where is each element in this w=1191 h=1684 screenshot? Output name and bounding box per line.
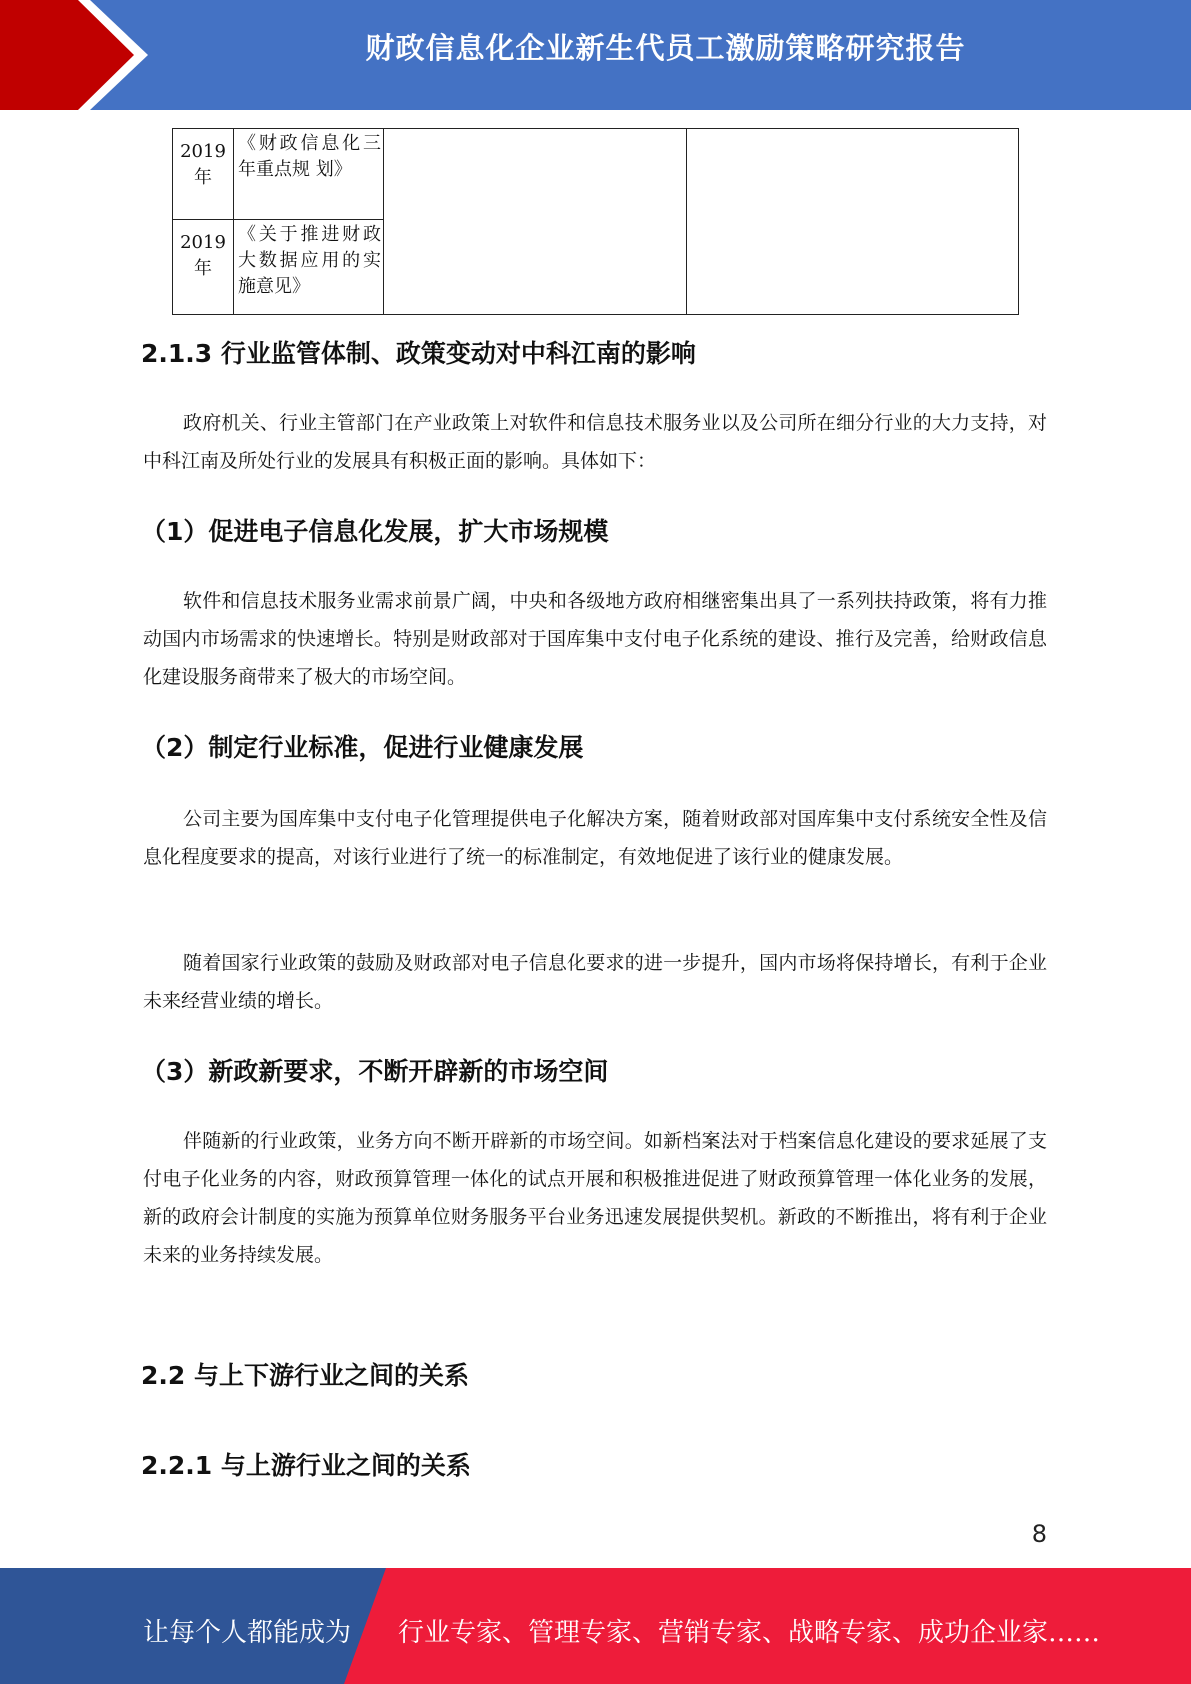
page-header [0, 0, 1191, 110]
section-heading-2-2-1: 2.2.1 与上游行业之间的关系 [141, 1451, 471, 1480]
paragraph: 随着国家行业政策的鼓励及财政部对电子信息化要求的进一步提升，国内市场将保持增长，有利于企业未来经营业绩的增长。 [143, 952, 1047, 1012]
section-heading-2-2: 2.2 与上下游行业之间的关系 [141, 1361, 469, 1390]
subheading-1: （1）促进电子信息化发展，扩大市场规模 [141, 517, 609, 546]
table-cell-year: 2019 年 [173, 220, 234, 315]
section-heading-2-1-3: 2.1.3 行业监管体制、政策变动对中科江南的影响 [141, 339, 696, 368]
subheading-2: （2）制定行业标准，促进行业健康发展 [141, 733, 584, 762]
table-cell-empty [687, 129, 1019, 315]
table-row [173, 129, 1019, 220]
paragraph: 公司主要为国库集中支付电子化管理提供电子化解决方案，随着财政部对国库集中支付系统安全性及信息化程度要求的提高，对该行业进行了统一的标准制定，有效地促进了该行业的健康发展。 [143, 808, 1047, 868]
table-cell-policy-name: 《关于推进财政大数据应用的实施意见》 [234, 220, 384, 315]
footer-slogan-left: 让每个人都能成为 [143, 1618, 352, 1648]
table-cell-year: 2019 年 [173, 129, 234, 220]
policy-table [172, 128, 1019, 315]
page-footer [0, 1568, 1191, 1684]
table-cell-policy-name: 《财政信息化三年重点规 划》 [234, 129, 384, 220]
footer-slogan-right: 行业专家、管理专家、营销专家、战略专家、成功企业家…… [398, 1618, 1101, 1648]
paragraph: 软件和信息技术服务业需求前景广阔，中央和各级地方政府相继密集出具了一系列扶持政策，将有力推动国内市场需求的快速增长。特别是财政部对于国库集中支付电子化系统的建设、推行及完善，给财政信息化建设服务商带来了极大的市场空间。 [143, 590, 1047, 688]
report-title: 财政信息化企业新生代员工激励策略研究报告 [365, 31, 966, 65]
paragraph: 政府机关、行业主管部门在产业政策上对软件和信息技术服务业以及公司所在细分行业的大力支持，对中科江南及所处行业的发展具有积极正面的影响。具体如下： [143, 412, 1047, 472]
paragraph: 伴随新的行业政策，业务方向不断开辟新的市场空间。如新档案法对于档案信息化建设的要求延展了支付电子化业务的内容，财政预算管理一体化的试点开展和积极推进促进了财政预算管理一体化业务的发展，新的政府会计制度的实施为预算单位财务服务平台业务迅速发展提供契机。新政的不断推出，将有利于企业未来的业务持续发展。 [143, 1130, 1047, 1266]
table-cell-empty [384, 129, 687, 315]
subheading-3: （3）新政新要求，不断开辟新的市场空间 [141, 1057, 609, 1086]
page-number: 8 [1031, 1520, 1047, 1548]
